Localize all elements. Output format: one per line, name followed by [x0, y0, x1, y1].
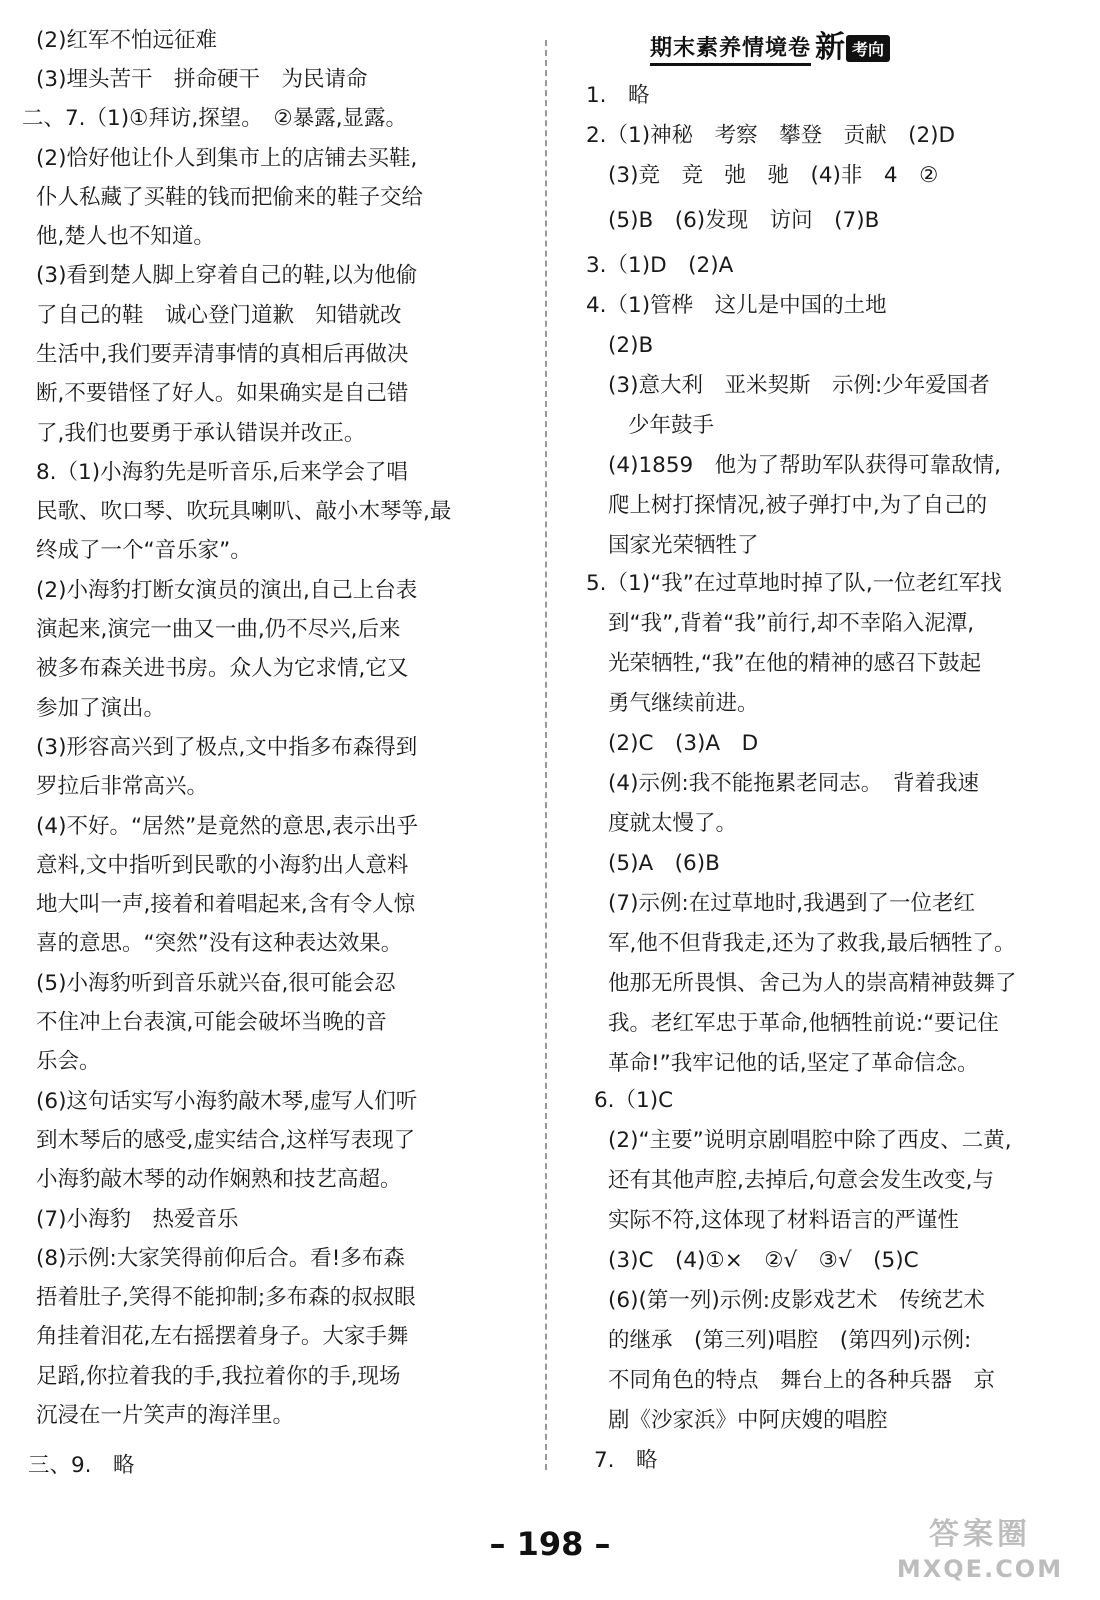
badge-char: 新: [815, 30, 846, 65]
answer-line: 角挂着泪花,左右摇摆着身子。大家手舞: [36, 1324, 409, 1349]
answer-line: (2)B: [608, 333, 654, 358]
watermark-url: MXQE.COM: [896, 1555, 1064, 1583]
answer-line: 6.（1)C: [594, 1088, 674, 1113]
watermark-logo: 答案圈: [929, 1517, 1031, 1552]
answer-line: (4)不好。“居然”是竟然的意思,表示出乎: [36, 814, 419, 839]
answer-line: (2)C (3)A D: [608, 731, 759, 756]
answer-line: 了自己的鞋 诚心登门道歉 知错就改: [36, 303, 402, 328]
answer-line: 断,不要错怪了好人。如果确实是自己错: [36, 381, 409, 406]
answer-line: 度就太慢了。: [608, 811, 738, 836]
answer-line: 实际不符,这体现了材料语言的严谨性: [608, 1208, 959, 1233]
answer-line: 4.（1)管桦 这儿是中国的土地: [586, 293, 887, 318]
answer-line: 喜的意思。“突然”没有这种表达效果。: [36, 931, 403, 956]
answer-line: 革命!”我牢记他的话,坚定了革命信念。: [608, 1051, 979, 1076]
answer-line: (5)小海豹听到音乐就兴奋,很可能会忍: [36, 971, 396, 996]
answer-line: (3)看到楚人脚上穿着自己的鞋,以为他偷: [36, 263, 418, 288]
page-number: – 198 –: [489, 1525, 611, 1563]
answer-line: 5.（1)“我”在过草地时掉了队,一位老红军找: [586, 571, 1002, 596]
answer-line: 我。老红军忠于革命,他牺牲前说:“要记住: [608, 1011, 999, 1036]
answer-line: (5)A (6)B: [608, 851, 720, 876]
answer-line: 少年鼓手: [628, 413, 715, 438]
answer-line: 罗拉后非常高兴。: [36, 774, 209, 799]
answer-line: 2.（1)神秘 考察 攀登 贡献 (2)D: [586, 123, 956, 148]
answer-line: (2)“主要”说明京剧唱腔中除了西皮、二黄,: [608, 1128, 1012, 1153]
answer-line: (2)恰好他让仆人到集市上的店铺去买鞋,: [36, 146, 418, 171]
answer-line: 他那无所畏惧、舍己为人的崇高精神鼓舞了: [608, 971, 1017, 996]
answer-line: 还有其他声腔,去掉后,句意会发生改变,与: [608, 1168, 995, 1193]
section-header: [650, 30, 890, 66]
answer-line: 小海豹敲木琴的动作娴熟和技艺高超。: [36, 1167, 402, 1192]
answer-line: 意料,文中指听到民歌的小海豹出人意料: [36, 853, 409, 878]
answer-line: 演起来,演完一曲又一曲,仍不尽兴,后来: [36, 617, 401, 642]
answer-line: (2)小海豹打断女演员的演出,自己上台表: [36, 578, 418, 603]
answer-line: (7)示例:在过草地时,我遇到了一位老红: [608, 891, 976, 916]
answer-line: (6)这句话实写小海豹敲木琴,虚写人们听: [36, 1089, 418, 1114]
answer-line: (4)示例:我不能拖累老同志。 背着我速: [608, 771, 979, 796]
badge-label: 考向: [846, 35, 890, 62]
answer-line: (8)示例:大家笑得前仰后合。看!多布森: [36, 1246, 405, 1271]
answer-line: (7)小海豹 热爱音乐: [36, 1207, 239, 1232]
section-title: 期末素养情境卷: [650, 31, 811, 66]
answer-line: 沉浸在一片笑声的海洋里。: [36, 1403, 295, 1428]
answer-line: 到“我”,背着“我”前行,却不幸陷入泥潭,: [608, 611, 975, 636]
answer-line: 乐会。: [36, 1049, 101, 1074]
answer-line: 的继承 (第三列)唱腔 (第四列)示例:: [608, 1328, 972, 1353]
answer-line: (4)1859 他为了帮助军队获得可靠敌情,: [608, 453, 1002, 478]
answer-line: 二、7.（1)①拜访,探望。 ②暴露,显露。: [22, 106, 408, 131]
answer-line: 勇气继续前进。: [608, 691, 759, 716]
answer-line: 1. 略: [586, 83, 650, 108]
answer-line: 军,他不但背我走,还为了救我,最后牺牲了。: [608, 931, 1016, 956]
answer-line: 到木琴后的感受,虚实结合,这样写表现了: [36, 1128, 416, 1153]
answer-line: 8.（1)小海豹先是听音乐,后来学会了唱: [36, 460, 408, 485]
answer-line: 被多布森关进书房。众人为它求情,它又: [36, 656, 409, 681]
new-badge: [815, 32, 890, 64]
answer-line: (3)意大利 亚米契斯 示例:少年爱国者: [608, 373, 990, 398]
answer-line: 足蹈,你拉着我的手,我拉着你的手,现场: [36, 1364, 401, 1389]
column-divider: [545, 40, 547, 1470]
answer-line: 光荣牺牲,“我”在他的精神的感召下鼓起: [608, 651, 982, 676]
answer-line: (5)B (6)发现 访问 (7)B: [608, 208, 880, 233]
answer-line: (3)C (4)①× ②√ ③√ (5)C: [608, 1248, 919, 1273]
answer-line: 了,我们也要勇于承认错误并改正。: [36, 421, 366, 446]
answer-line: 不同角色的特点 舞台上的各种兵器 京: [608, 1368, 996, 1393]
answer-line: 他,楚人也不知道。: [36, 224, 215, 249]
answer-line: (2)红军不怕远征难: [36, 28, 217, 53]
answer-line: 3.（1)D (2)A: [586, 253, 734, 278]
answer-line: 参加了演出。: [36, 696, 166, 721]
answer-line: 生活中,我们要弄清事情的真相后再做决: [36, 342, 409, 367]
answer-line: 剧《沙家浜》中阿庆嫂的唱腔: [608, 1408, 888, 1433]
answer-line: 终成了一个“音乐家”。: [36, 538, 252, 563]
answer-line: (3)形容高兴到了极点,文中指多布森得到: [36, 735, 418, 760]
answer-line: (6)(第一列)示例:皮影戏艺术 传统艺术: [608, 1288, 985, 1313]
watermark: [880, 1515, 1080, 1595]
answer-line: 爬上树打探情况,被子弹打中,为了自己的: [608, 493, 988, 518]
answer-line: 国家光荣牺牲了: [608, 533, 759, 558]
answer-line: 捂着肚子,笑得不能抑制;多布森的叔叔眼: [36, 1285, 416, 1310]
answer-line: 民歌、吹口琴、吹玩具喇叭、敲小木琴等,最: [36, 499, 452, 524]
answer-line: 7. 略: [594, 1448, 658, 1473]
answer-line: (3)竞 竞 弛 驰 (4)非 4 ②: [608, 163, 939, 188]
answer-line: 地大叫一声,接着和着唱起来,含有令人惊: [36, 892, 416, 917]
answer-line: 三、9. 略: [28, 1453, 135, 1478]
answer-line: (3)埋头苦干 拼命硬干 为民请命: [36, 67, 368, 92]
answer-line: 不住冲上台表演,可能会破坏当晚的音: [36, 1010, 387, 1035]
answer-line: 仆人私藏了买鞋的钱而把偷来的鞋子交给: [36, 185, 424, 210]
